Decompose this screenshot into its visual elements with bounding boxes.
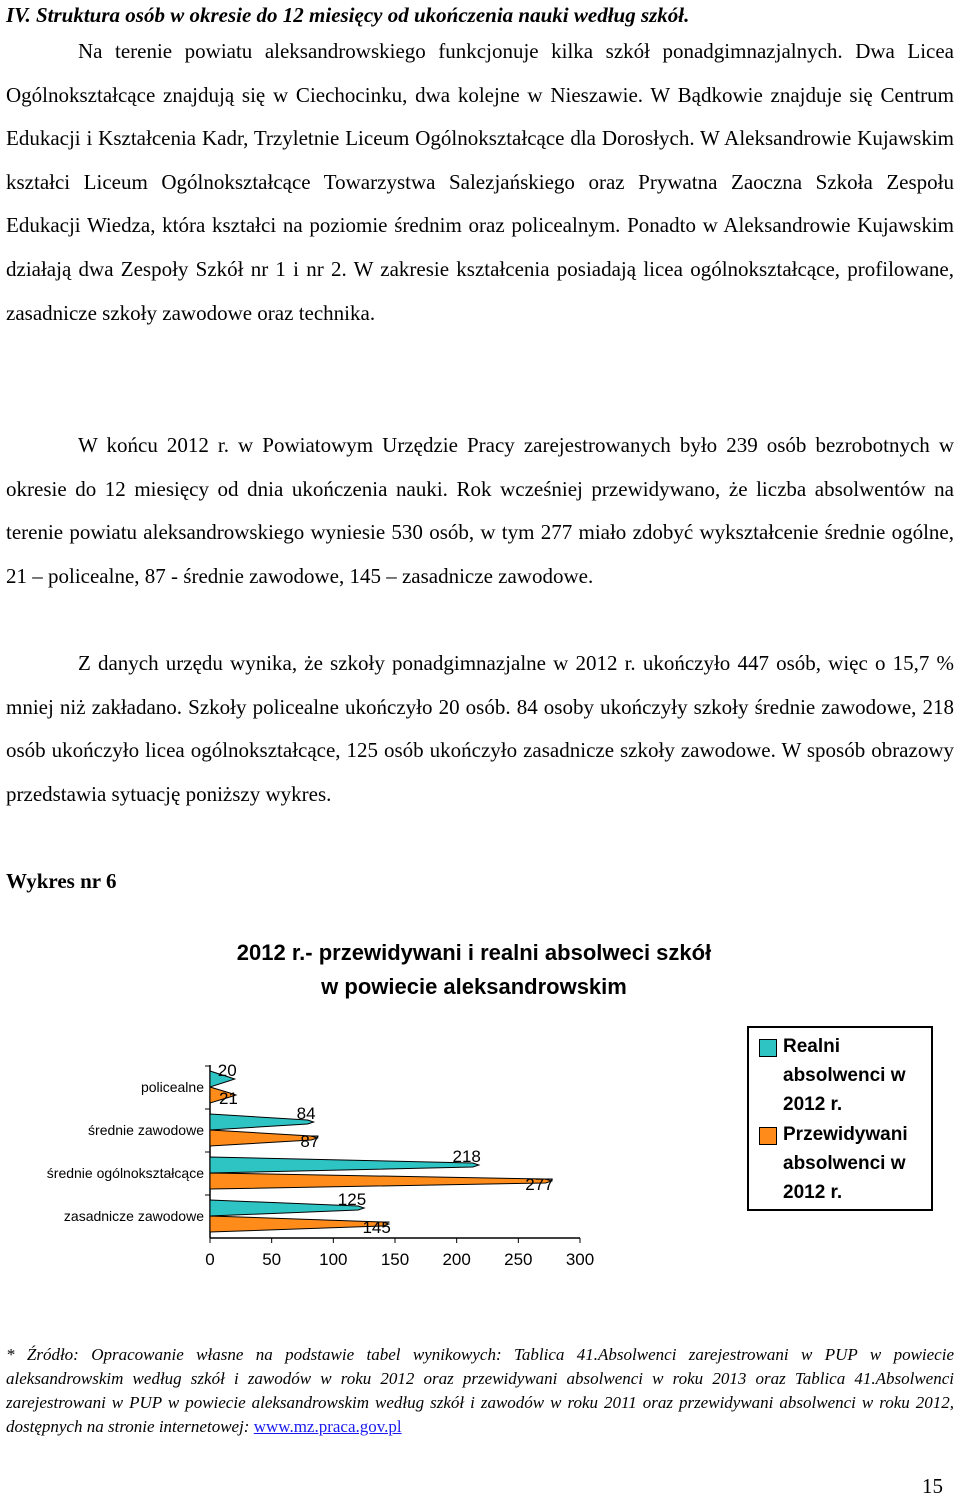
x-tick-label: 300: [565, 1250, 595, 1269]
category-label: policealne: [140, 1079, 204, 1095]
legend-label-przewidywani: Przewidywani absolwenci w 2012 r.: [783, 1124, 908, 1203]
data-label: 84: [296, 1104, 316, 1123]
source-link[interactable]: www.mz.praca.gov.pl: [253, 1417, 402, 1436]
data-label: 277: [525, 1175, 554, 1194]
x-tick-label: 200: [442, 1250, 471, 1269]
chart-number-label: Wykres nr 6: [6, 869, 117, 893]
legend-label-realni: Realni absolwenci w 2012 r.: [783, 1036, 906, 1115]
paragraph-unemployed: W końcu 2012 r. w Powiatowym Urzędzie Pracy zarejestrowanych było 239 osób bezrobotnych w okresie do 12 miesięcy od dnia ukończenia nauki. Rok wcześniej przewidywano, że liczba absolwentów na terenie powiatu aleksandrowskiego wyniesie 530 osób, w tym 277 miało zdobyć wykształcenie średnie ogólne, 21 – policealne, 87 - średnie zawodowe, 145 – zasadnicze zawodowe.: [6, 433, 954, 588]
data-label: 20: [217, 1061, 237, 1080]
category-label: średnie zawodowe: [88, 1122, 204, 1138]
data-label: 218: [452, 1147, 481, 1166]
x-tick-label: 150: [380, 1250, 410, 1269]
legend-swatch-realni: [759, 1039, 777, 1057]
section-heading: IV. Struktura osób w okresie do 12 miesięcy od ukończenia nauki według szkół.: [6, 3, 690, 27]
category-label: średnie ogólnokształcące: [46, 1165, 204, 1181]
source-note: [6, 1343, 954, 1439]
page-number: 15: [922, 1474, 943, 1498]
data-label: 21: [218, 1089, 238, 1108]
data-label: 125: [337, 1190, 367, 1209]
bar: [210, 1173, 552, 1189]
category-label: zasadnicze zawodowe: [63, 1208, 204, 1224]
paragraph-graduates: Z danych urzędu wynika, że szkoły ponadgimnazjalne w 2012 r. ukończyło 447 osób, więc o 15,7 % mniej niż zakładano. Szkoły policealne ukończyło 20 osób. 84 osoby ukończyły szkoły średnie zawodowe, 218 osób ukończyło licea ogólnokształcące, 125 osób ukończyło zasadnicze szkoły zawodowe. W sposób obrazowy przedstawia sytuację poniższy wykres.: [6, 651, 954, 806]
x-tick-label: 50: [262, 1250, 282, 1269]
bar: [210, 1157, 479, 1173]
x-tick-label: 100: [319, 1250, 348, 1269]
paragraph-schools: Na terenie powiatu aleksandrowskiego funkcjonuje kilka szkół ponadgimnazjalnych. Dwa Licea Ogólnokształcące znajdują się w Ciechocinku, dwa kolejne w Nieszawie. W Bądkowie znajduje się Centrum Edukacji i Kształcenia Kadr, Trzyletnie Liceum Ogólnokształcące dla Dorosłych. W Aleksandrowie Kujawskim kształci Liceum Ogólnokształcące Towarzystwa Salezjańskiego oraz Prywatna Zaoczna Szkoła Zespołu Edukacji Wiedza, która kształci na poziomie średnim oraz policealnym. Ponadto w Aleksandrowie Kujawskim działają dwa Zespoły Szkół nr 1 i nr 2. W zakresie kształcenia posiadają licea ogólnokształcące, profilowane, zasadnicze szkoły zawodowe oraz technika.: [6, 39, 954, 325]
data-label: 145: [362, 1218, 391, 1237]
chart-legend: [747, 1026, 933, 1211]
legend-swatch-przewidywani: [759, 1127, 777, 1145]
x-tick-label: 250: [504, 1250, 533, 1269]
data-label: 87: [300, 1132, 320, 1151]
x-tick-label: 0: [205, 1250, 215, 1269]
chart-title: 2012 r.- przewidywani i realni absolweci szkół: [236, 940, 712, 965]
chart-subtitle: w powiecie aleksandrowskim: [321, 974, 627, 999]
source-text: * Źródło: Opracowanie własne na podstawie tabel wynikowych: Tablica 41.Absolwenci zarejestrowani w PUP w powiecie aleksandrowskim według szkół i zawodów w roku 2012 oraz przewidywani absolwenci w roku 2013 oraz Tablica 41.Absolwenci zarejestrowani w PUP w powiecie aleksandrowskim według szkół i zawodów w roku 2011 oraz przewidywani absolwenci w roku 2012, dostępnych na stronie internetowej:: [6, 1345, 954, 1436]
